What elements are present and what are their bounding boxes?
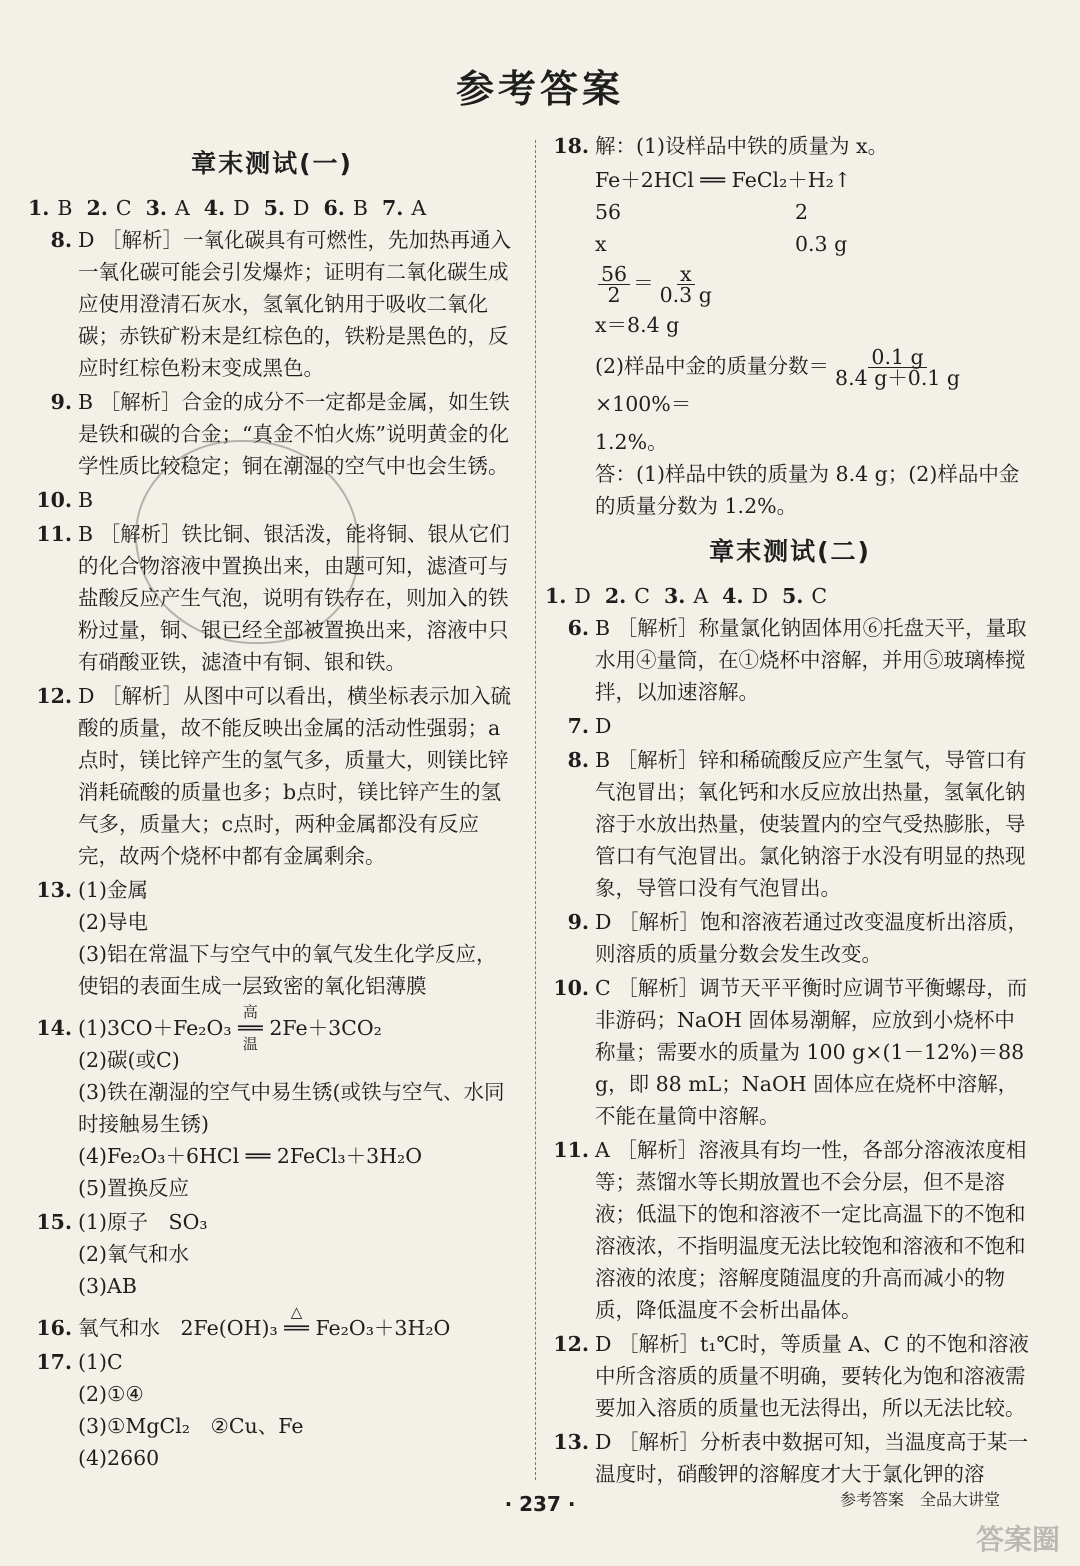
page-title: 参考答案: [455, 67, 624, 111]
mcq2-answer-0: D: [574, 584, 591, 608]
answer-item: 9. B ［解析］合金的成分不一定都是金属，如生铁是铁和碳的合金；“真金不怕火炼”说明黄金的化学性质比较稳定；铜在潮湿的空气中也会生锈。: [50, 390, 510, 478]
mcq-answers-2: [545, 580, 1035, 612]
mcq1-num-0: 1.: [28, 196, 50, 220]
right-column: [545, 130, 1035, 1492]
footer-label: 参考答案 全品大讲堂: [839, 1490, 1000, 1509]
mcq1-answer-5: B: [352, 196, 368, 220]
answer-15: 15. (1)原子 SO₃ (2)氧气和水 (3)AB: [36, 1210, 208, 1298]
mcq1-num-2: 3.: [145, 196, 167, 220]
answer-16: 16. 氧气和水 2Fe(OH)₃ △ ══ Fe₂O₃＋3H₂O: [36, 1303, 451, 1340]
mcq2-num-1: 2.: [604, 584, 627, 608]
answer-list-2: [545, 612, 1035, 1490]
answer-item: 9. D ［解析］饱和溶液若通过改变温度析出溶质，则溶质的质量分数会发生改变。: [567, 910, 1028, 966]
mcq1-answer-6: A: [411, 196, 427, 220]
mcq1-num-1: 2.: [86, 196, 108, 220]
mcq2-answer-2: A: [693, 584, 709, 608]
mcq2-answer-1: C: [634, 584, 650, 608]
section-title-2: 章末测试(二): [709, 537, 871, 566]
section-title-1: 章末测试(一): [191, 149, 353, 178]
mcq1-num-4: 5.: [263, 196, 286, 220]
mcq1-num-3: 4.: [203, 196, 226, 220]
page-number: · 237 ·: [504, 1492, 576, 1516]
left-column: [28, 140, 516, 1476]
mcq1-answer-3: D: [233, 196, 250, 220]
answer-item: 6. B ［解析］称量氯化钠固体用⑥托盘天平，量取水用④量筒，在①烧杯中溶解，并用⑤玻璃棒搅拌，以加速溶解。: [567, 616, 1027, 704]
answer-item: 8. B ［解析］锌和稀硫酸反应产生氢气，导管口有气泡冒出；氧化钙和水反应放出热量，氢氧化钠溶于水放出热量，使装置内的空气受热膨胀，导管口有气泡冒出。氯化钠溶于水没有明显的热现象，导管口没有气泡冒出。: [567, 748, 1027, 900]
mcq2-num-0: 1.: [545, 584, 567, 608]
answer-item: 8. D ［解析］一氧化碳具有可燃性，先加热再通入一氧化碳可能会引发爆炸；证明有二氧化碳生成应使用澄清石灰水，氢氧化钠用于吸收二氧化碳；赤铁矿粉末是红棕色的，铁粉是黑色的，反应时红棕色粉末变成黑色。: [50, 228, 511, 380]
watermark-logo: 答案圈: [975, 1523, 1060, 1556]
answer-item: 10. B: [36, 488, 94, 512]
mcq2-answer-3: D: [751, 584, 768, 608]
answer-item: 12. D ［解析］从图中可以看出，横坐标表示加入硫酸的质量，故不能反映出金属的活动性强弱；a点时，镁比锌产生的氢气多，质量大，则镁比锌消耗硫酸的质量也多；b点时，镁比锌产生的氢气多，质量大；c点时，两种金属都没有反应完，故两个烧杯中都有金属剩余。: [36, 684, 511, 868]
mcq2-num-3: 4.: [722, 584, 744, 608]
answer-item: 10. C ［解析］调节天平平衡时应调节平衡螺母，而非游码；NaOH 固体易潮解，应放到小烧杯中称量；需要水的质量为 100 g×(1－12%)＝88 g，即 88 mL；NaOH 固体应在烧杯中溶解，不能在量筒中溶解。: [553, 976, 1028, 1128]
answer-18: 18. 解：(1)设样品中铁的质量为 x。: [553, 134, 889, 158]
answer-item: 12. D ［解析］t₁℃时，等质量 A、C 的不饱和溶液中所含溶质的质量不明确，要转化为饱和溶液需要加入溶质的质量也无法得出，所以无法比较。: [553, 1332, 1029, 1420]
mcq1-answer-4: D: [293, 196, 310, 220]
mcq2-num-4: 5.: [782, 584, 804, 608]
mcq1-num-6: 7.: [381, 196, 404, 220]
mcq1-answer-1: C: [115, 196, 132, 220]
answer-13: 13. (1)金属 (2)导电 (3)铝在常温下与空气中的氧气发生化学反应，使铝的表面生成一层致密的氧化铝薄膜: [36, 878, 497, 998]
mcq1-num-5: 6.: [323, 196, 345, 220]
equation-14-1: (1)3CO＋Fe₂O₃ 高温 ══ 2Fe＋3CO₂: [78, 1003, 382, 1053]
answer-item: 13. D ［解析］分析表中数据可知，当温度高于某一温度时，硝酸钾的溶解度才大于氯化钾的溶: [553, 1430, 1028, 1486]
answer-list-1: [28, 224, 516, 872]
mcq2-num-2: 3.: [663, 584, 686, 608]
calc-block-18: Fe＋2HCl ══ FeCl₂＋H₂↑ 56 2 x 0.3 g $\frac{56}{2}$ ＝ $\frac{x}{0.3 g}$ x＝8.4 g (2)样品中金的质量分数＝ $\frac{0.1 g}{8.4 g+0.1 g}$ ×100%＝ 1.2%。 答：(1)样品中铁的质量为 8.4 g；(2)样品中金的质量分数为 1.2%。: [595, 168, 1020, 518]
mcq1-answer-2: A: [174, 196, 190, 220]
mcq2-answer-4: C: [811, 584, 828, 608]
answer-item: 7. D: [567, 714, 612, 738]
column-divider: [535, 140, 536, 1480]
answer-item: 11. A ［解析］溶液具有均一性，各部分溶液浓度相等；蒸馏水等长期放置也不会分层，但不是溶液；低温下的饱和溶液不一定比高温下的不饱和溶液浓，不指明温度无法比较饱和溶液和不饱和溶液的浓度；溶解度随温度的升高而减小的物质，降低温度不会析出晶体。: [553, 1138, 1027, 1322]
mcq1-answer-0: B: [57, 196, 73, 220]
answer-17: 17. (1)C (2)①④ (3)①MgCl₂ ②Cu、Fe (4)2660: [36, 1350, 304, 1470]
mcq-answers-1: [28, 192, 516, 224]
answer-item: 11. B ［解析］铁比铜、银活泼，能将铜、银从它们的化合物溶液中置换出来，由题可知，滤渣可与盐酸反应产生气泡，说明有铁存在，则加入的铁粉过量，铜、银已经全部被置换出来，溶液中只有硝酸亚铁，滤渣中有铜、银和铁。: [36, 522, 510, 674]
answer-14: 14. (1)3CO＋Fe₂O₃ 高温 ══ 2Fe＋3CO₂ (2)碳(或C) (3)铁在潮湿的空气中易生锈(或铁与空气、水同时接触易生锈) (4)Fe₂O₃＋6HCl ══ 2FeCl₃＋3H₂O (5)置换反应: [28, 1012, 516, 1204]
